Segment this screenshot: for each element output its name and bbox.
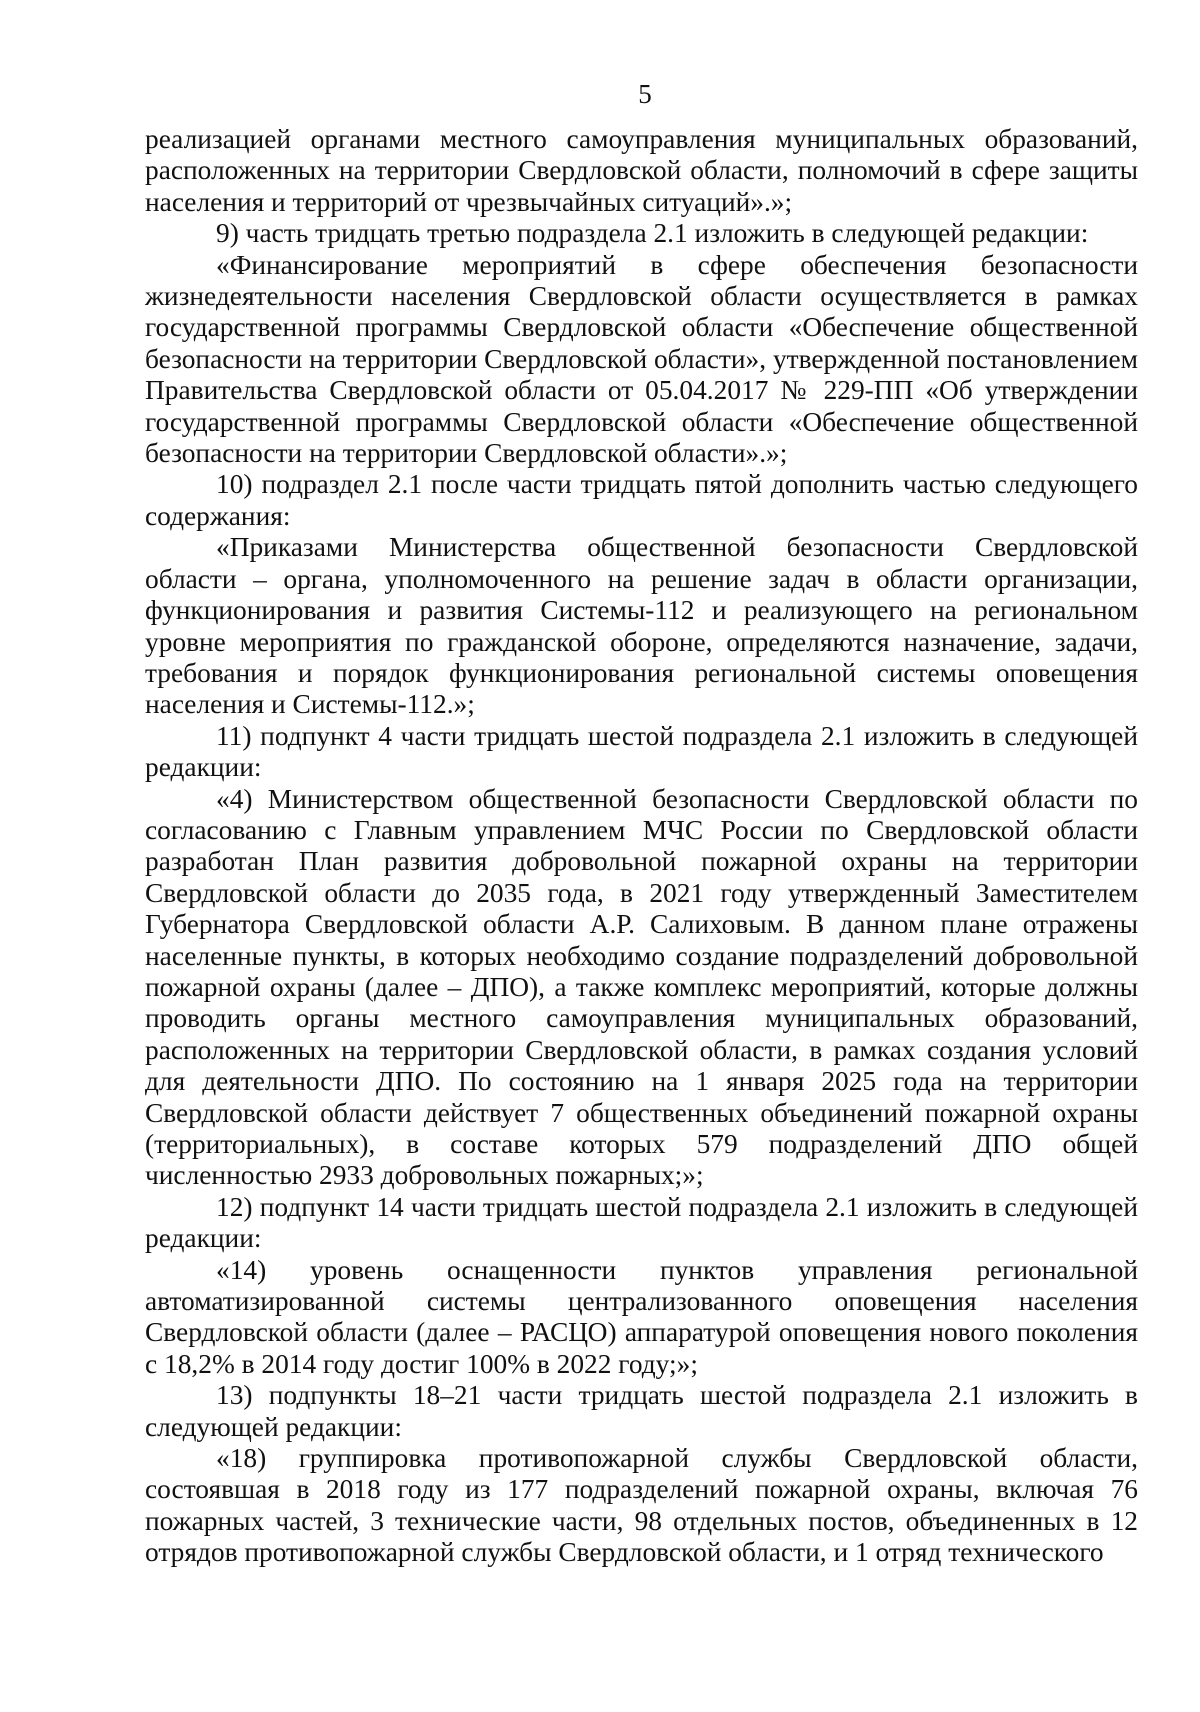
paragraph: «Финансирование мероприятий в сфере обеспечения безопасности жизнедеятельности населения Свердловской области осуществляется в рамках государственной программы Свердловской области «Обеспечение общественной безопасности на территории Свердловской области», утвержденной постановлением Правительства Свердловской области от 05.04.2017 № 229-ПП «Об утверждении государственной программы Свердловской области «Обеспечение общественной безопасности на территории Свердловской области».»; — [145, 249, 1138, 469]
paragraph: 12) подпункт 14 части тридцать шестой подраздела 2.1 изложить в следующей редакции: — [145, 1191, 1138, 1254]
paragraph: «14) уровень оснащенности пунктов управления региональной автоматизированной системы централизованного оповещения населения Свердловской области (далее – РАСЦО) аппаратурой оповещения нового поколения с 18,2% в 2014 году достиг 100% в 2022 году;»; — [145, 1254, 1138, 1379]
paragraph: «Приказами Министерства общественной безопасности Свердловской области – органа, уполномоченного на решение задач в области организации, функционирования и развития Системы-112 и реализующего на региональном уровне мероприятия по гражданской обороне, определяются назначение, задачи, требования и порядок функционирования региональной системы оповещения населения и Системы-112.»; — [145, 532, 1138, 720]
paragraph: «4) Министерством общественной безопасности Свердловской области по согласованию с Главным управлением МЧС России по Свердловской области разработан План развития добровольной пожарной охраны на территории Свердловской области до 2035 года, в 2021 году утвержденный Заместителем Губернатора Свердловской области А.Р. Салиховым. В данном плане отражены населенные пункты, в которых необходимо создание подразделений добровольной пожарной охраны (далее – ДПО), а также комплекс мероприятий, которые должны проводить органы местного самоуправления муниципальных образований, расположенных на территории Свердловской области, в рамках создания условий для деятельности ДПО. По состоянию на 1 января 2025 года на территории Свердловской области действует 7 общественных объединений пожарной охраны (территориальных), в составе которых 579 подразделений ДПО общей численностью 2933 добровольных пожарных;»; — [145, 783, 1138, 1191]
page-number: 5 — [638, 79, 652, 109]
paragraph: «18) группировка противопожарной службы Свердловской области, состоявшая в 2018 году из 177 подразделений пожарной охраны, включая 76 пожарных частей, 3 технические части, 98 отдельных постов, объединенных в 12 отрядов противопожарной службы Свердловской области, и 1 отряд технического — [145, 1443, 1138, 1568]
paragraph: 10) подраздел 2.1 после части тридцать пятой дополнить частью следующего содержания: — [145, 469, 1138, 531]
document-body — [145, 124, 1138, 1569]
paragraph: 13) подпункты 18–21 части тридцать шестой подраздела 2.1 изложить в следующей редакции: — [145, 1380, 1138, 1442]
paragraph: 9) часть тридцать третью подраздела 2.1 изложить в следующей редакции: — [216, 218, 1089, 249]
paragraph: реализацией органами местного самоуправления муниципальных образований, расположенных на территории Свердловской области, полномочий в сфере защиты населения и территорий от чрезвычайных ситуаций».»; — [145, 124, 1138, 217]
paragraph: 11) подпункт 4 части тридцать шестой подраздела 2.1 изложить в следующей редакции: — [145, 720, 1138, 783]
